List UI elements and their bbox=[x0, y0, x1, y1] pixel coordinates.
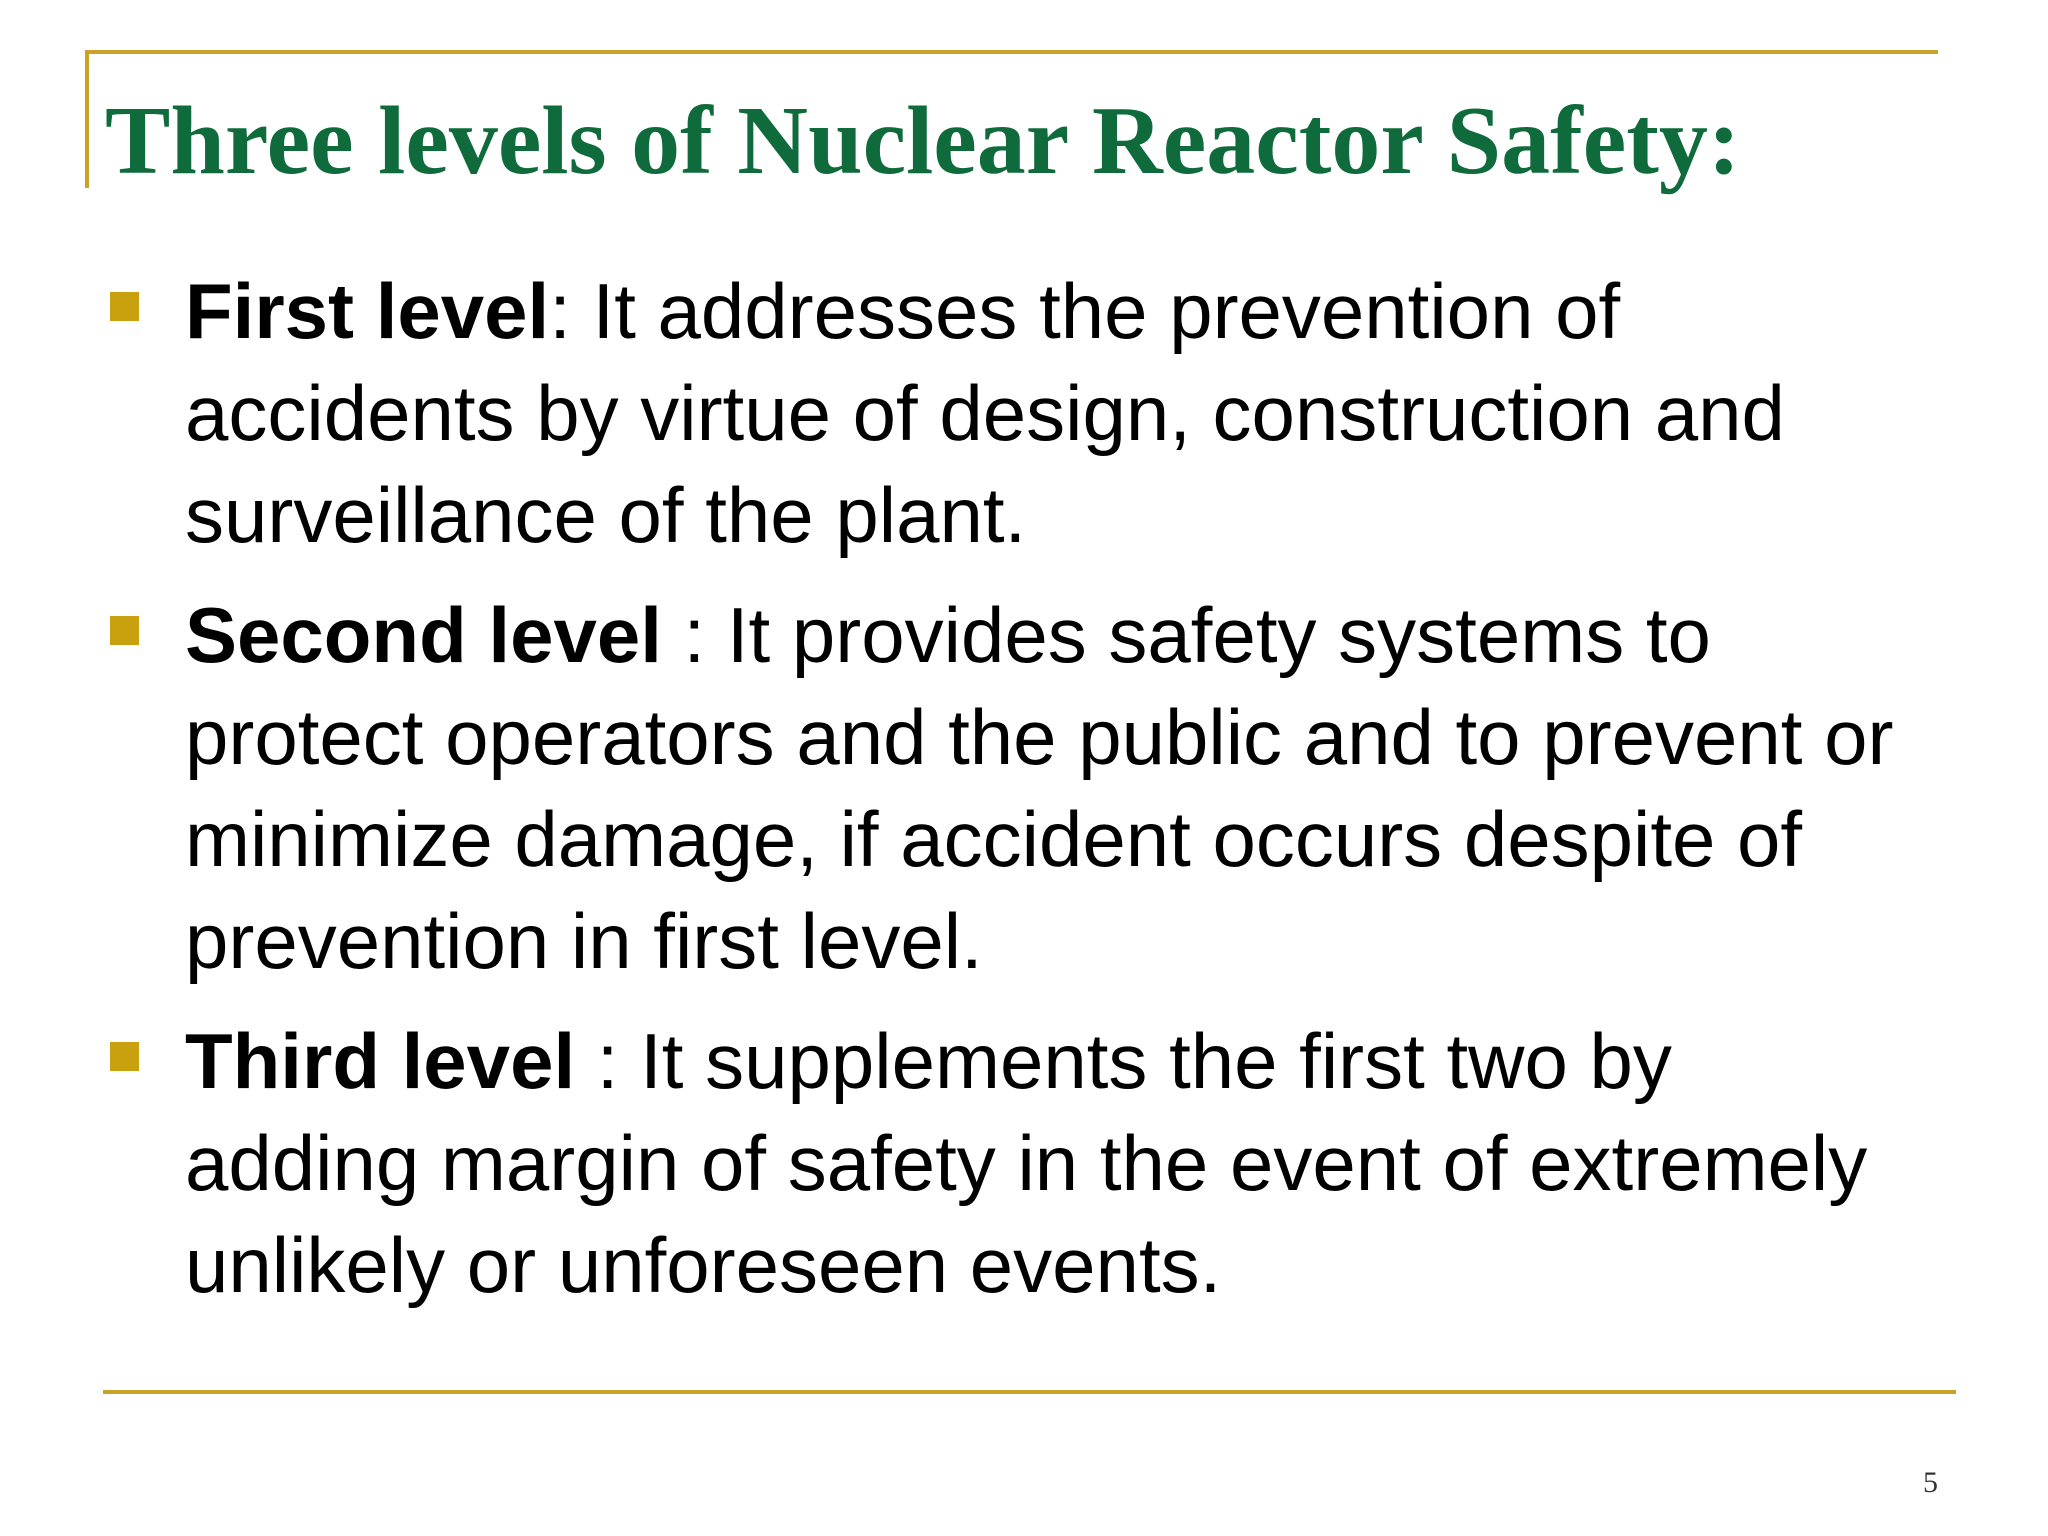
bullet-term: First level bbox=[185, 267, 550, 355]
bullet-term: Third level bbox=[185, 1017, 576, 1105]
bullet-term: Second level bbox=[185, 591, 662, 679]
bullet-first-level bbox=[110, 260, 1910, 566]
left-accent-rule bbox=[85, 50, 89, 188]
square-bullet-icon bbox=[110, 1042, 139, 1071]
bullet-separator: : bbox=[661, 591, 706, 679]
bullet-separator: : bbox=[549, 267, 571, 355]
top-accent-rule bbox=[85, 50, 1938, 54]
bullet-text: It addresses the prevention of accidents by virtue of design, construction and surveillance of the plant. bbox=[185, 267, 1785, 559]
bullet-second-level bbox=[110, 584, 1910, 992]
bullet-text: It provides safety systems to protect operators and the public and to prevent or minimize damage, if accident occurs despite of prevention in first level. bbox=[185, 591, 1894, 985]
page-number: 5 bbox=[1923, 1466, 1938, 1499]
bottom-accent-rule bbox=[103, 1390, 1956, 1394]
slide-title: Three levels of Nuclear Reactor Safety: bbox=[105, 87, 1741, 195]
bullet-list bbox=[110, 260, 1910, 1334]
bullet-text: It supplements the first two by adding margin of safety in the event of extremely unlikely or unforeseen events. bbox=[185, 1017, 1868, 1309]
square-bullet-icon bbox=[110, 292, 139, 321]
square-bullet-icon bbox=[110, 616, 139, 645]
bullet-third-level bbox=[110, 1010, 1910, 1316]
bullet-separator: : bbox=[575, 1017, 619, 1105]
